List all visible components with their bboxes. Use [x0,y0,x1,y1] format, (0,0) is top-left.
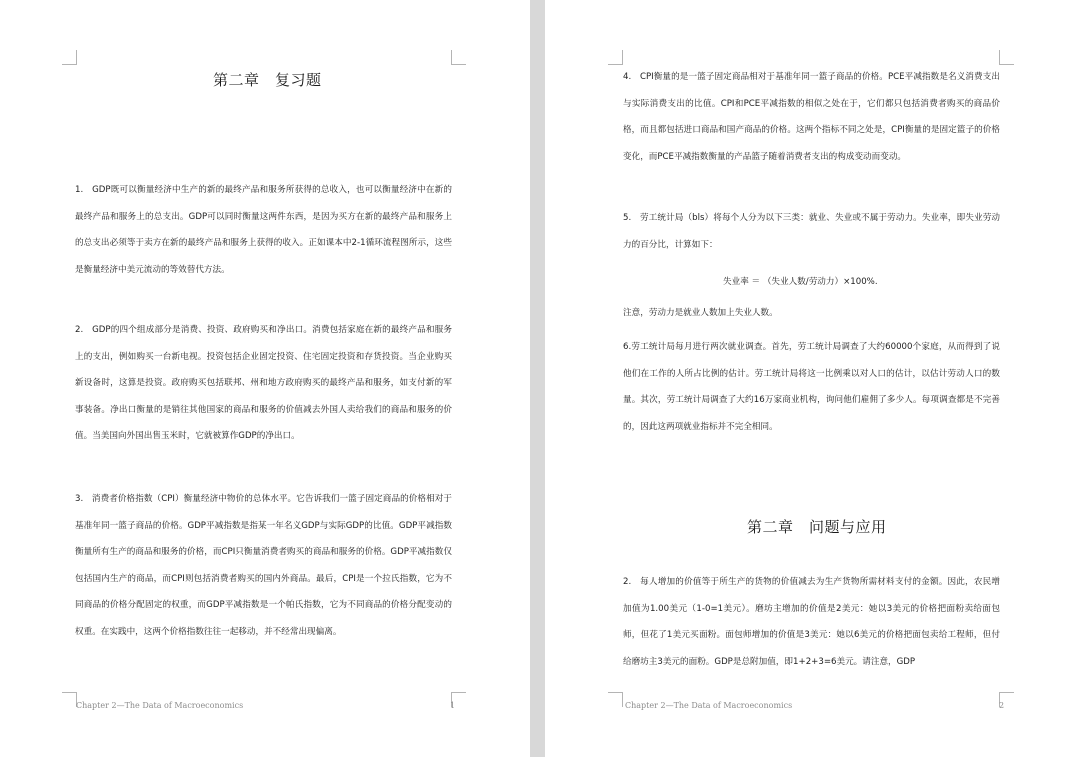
page-number: 2 [999,701,1005,710]
chapter-title: 第二章 复习题 [213,71,322,89]
margin-corner-mark [451,50,466,65]
paragraph-3: 3. 消费者价格指数（CPI）衡量经济中物价的总体水平。它告诉我们一篮子固定商品的价格相对于基准年同一篮子商品的价格。GDP平减指数是指某一年名义GDP与实际GDP的比值。GDP平减指数衡量所有生产的商品和服务的价格，而CPI只衡量消费者购买的商品和服务的价格。GDP平减指数仅包括国内生产的商品，而CPI则包括消费者购买的国内外商品。最后，CPI是一个拉氏指数，它为不同商品的价格分配固定的权重，而GDP平减指数是一个帕氏指数，它为不同商品的价格分配变动的权重。在实践中，这两个价格指数往往一起移动，并不经常出现偏离。 [75,494,452,637]
margin-corner-mark [608,50,623,65]
section-title: 第二章 问题与应用 [747,518,887,536]
document-page-2 [545,0,1080,757]
margin-corner-mark [62,692,77,707]
formula: 失业率 ＝ （失业人数/劳动力）×100%. [723,277,878,287]
page-footer: Chapter 2—The Data of Macroeconomics [76,701,244,710]
page-number: 1 [450,701,456,710]
paragraph-5: 5. 劳工统计局（bls）将每个人分为以下三类：就业、失业或不属于劳动力。失业率，即失业劳动力的百分比，计算如下： [623,213,1000,250]
note: 注意，劳动力是就业人数加上失业人数。 [623,308,778,318]
paragraph-1: 1. GDP既可以衡量经济中生产的新的最终产品和服务所获得的总收入，也可以衡量经济中在新的最终产品和服务上的总支出。GDP可以同时衡量这两件东西，是因为买方在新的最终产品和服务上的总支出必须等于卖方在新的最终产品和服务上获得的收入。正如课本中2-1循环流程图所示，这些是衡量经济中美元流动的等效替代方法。 [75,185,452,275]
paragraph-4: 4. CPI衡量的是一篮子固定商品相对于基准年同一篮子商品的价格。PCE平减指数是名义消费支出与实际消费支出的比值。CPI和PCE平减指数的相似之处在于，它们都只包括消费者购买的商品价格，而且都包括进口商品和国产商品的价格。这两个指标不同之处是，CPI衡量的是固定篮子的价格变化，而PCE平减指数衡量的产品篮子随着消费者支出的构成变动而变动。 [623,72,1000,162]
paragraph-2: 2. GDP的四个组成部分是消费、投资、政府购买和净出口。消费包括家庭在新的最终产品和服务上的支出，例如购买一台新电视。投资包括企业固定投资、住宅固定投资和存货投资。当企业购买新设备时，这算是投资。政府购买包括联邦、州和地方政府购买的最终产品和服务，如支付新的军事装备。净出口衡量的是销往其他国家的商品和服务的价值减去外国人卖给我们的商品和服务的价值。当美国向外国出售玉米时，它就被算作GDP的净出口。 [75,325,452,441]
paragraph-q2: 2. 每人增加的价值等于所生产的货物的价值减去为生产货物所需材料支付的金额。因此，农民增加值为1.00美元（1-0=1美元）。磨坊主增加的价值是2美元：她以3美元的价格把面粉卖给面包师，但花了1美元买面粉。面包师增加的价值是3美元：她以6美元的价格把面包卖给工程师，但付给磨坊主3美元的面粉。GDP是总附加值，即1+2+3=6美元。请注意，GDP [623,577,1000,667]
margin-corner-mark [608,692,623,707]
margin-corner-mark [62,50,77,65]
page-gap [530,0,545,757]
page-footer: Chapter 2—The Data of Macroeconomics [625,701,793,710]
paragraph-6: 6.劳工统计局每月进行两次就业调查。首先，劳工统计局调查了大约60000个家庭，从而得到了说他们在工作的人所占比例的估计。劳工统计局将这一比例乘以对人口的估计，以估计劳动人口的数量。其次，劳工统计局调查了大约16万家商业机构，询问他们雇佣了多少人。每项调查都是不完善的，因此这两项就业指标并不完全相同。 [623,342,1000,432]
margin-corner-mark [999,50,1014,65]
document-page-1 [0,0,530,757]
